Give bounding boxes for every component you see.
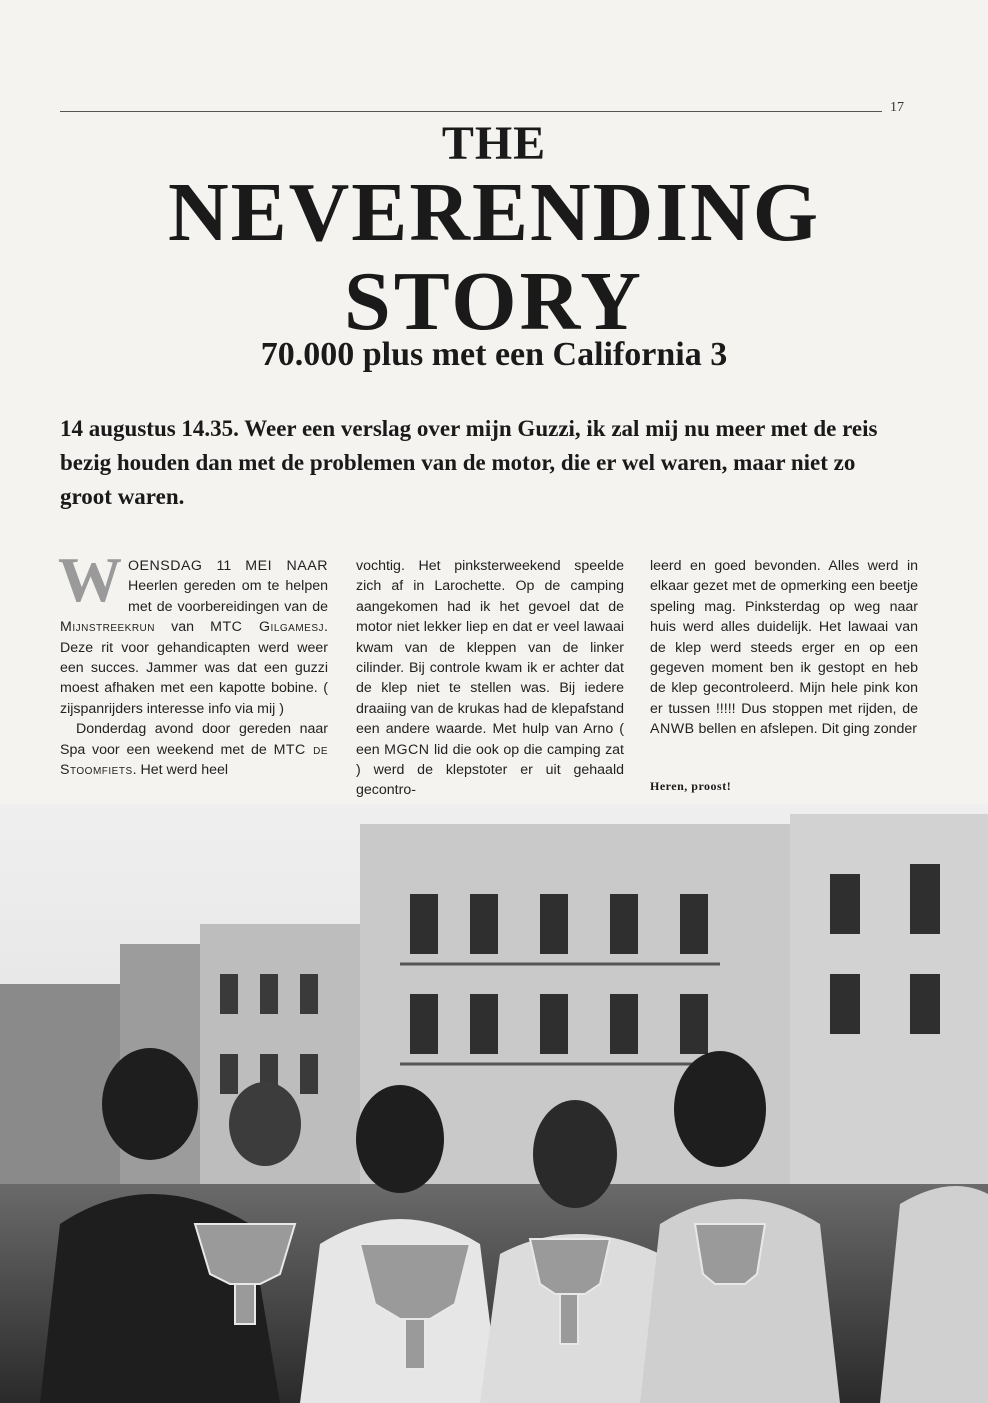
article-column-3 [650,556,918,740]
paragraph [60,719,328,780]
text-run: MTC de Stoomfiets [60,741,328,779]
article-title [0,112,988,348]
text-run: Donderdag avond door gereden naar Spa voor een weekend met de [60,721,328,758]
page-number: 17 [890,100,904,115]
text-run: Heerlen gereden om te helpen met de voorbereidingen van de [128,578,328,615]
text-run: MTC Gilgamesj [210,619,325,636]
text-run: van [171,619,195,636]
text-run: bellen en afslepen. Dit ging zonder [698,721,917,738]
text-run: 11 [216,558,232,574]
text-run: Mijnstreekrun [60,619,155,636]
lead-paragraph: 14 augustus 14.35. Weer een verslag over mijn Guzzi, ik zal mij nu meer met de reis bezig houden dan met de problemen van de motor, die er wel waren, maar niet zo groot waren. [60,416,878,509]
title-line-3: STORY [344,255,644,348]
text-run: . Deze rit voor gehandicapten werd weer een succes. Jammer was dat een guzzi moest afhaken met een kapotte bobine. ( zijspanrijders interesse info via mij ) [60,619,328,717]
drop-cap: W [58,544,122,615]
article-column-1 [58,544,328,780]
paragraph [356,556,624,801]
paragraph [650,556,918,740]
text-run: vochtig. Het pinksterweekend speelde zich af in Larochette. Op de camping aangekomen had ik het gevoel dat de motor niet lekker liep en dat er veel lawaai kwam van de kleppen van de linker cilinder. Bij controle kwam ik er achter dat de klep niet te stellen was. Bij iedere draaiing van de krukas had de klepafstand een andere waarde. Met hulp van Arno ( een [356,558,624,758]
text-run: MEI NAAR [245,558,328,574]
article-subtitle: 70.000 plus met een California 3 [260,336,728,373]
text-run: leerd en goed bevonden. Alles werd in elkaar gezet met de opmerking een beetje speling mag. Pinksterdag op weg naar huis werd alles duidelijk. Het lawaai van de klep werd steeds erger en op een gegeven moment ben ik gestopt en heb de klep gecontroleerd. Mijn hele pink kon er tussen !!!!! Dus stoppen met rijden, de [650,558,918,717]
text-run: lid die ook op die camping zat ) werd de klepstoter er uit gehaald gecontro- [356,741,624,799]
text-run: OENSDAG [128,558,203,574]
photo-caption: Heren, proost! [650,779,732,793]
text-run: . Het werd heel [132,762,229,779]
title-line-1: THE [441,117,547,170]
paragraph [58,544,328,719]
group-photo [0,804,988,1403]
article-column-2 [356,556,624,801]
text-run: ANWB [650,721,695,738]
title-line-2: NEVERENDING [167,166,821,259]
text-run: MGCN [384,741,430,758]
